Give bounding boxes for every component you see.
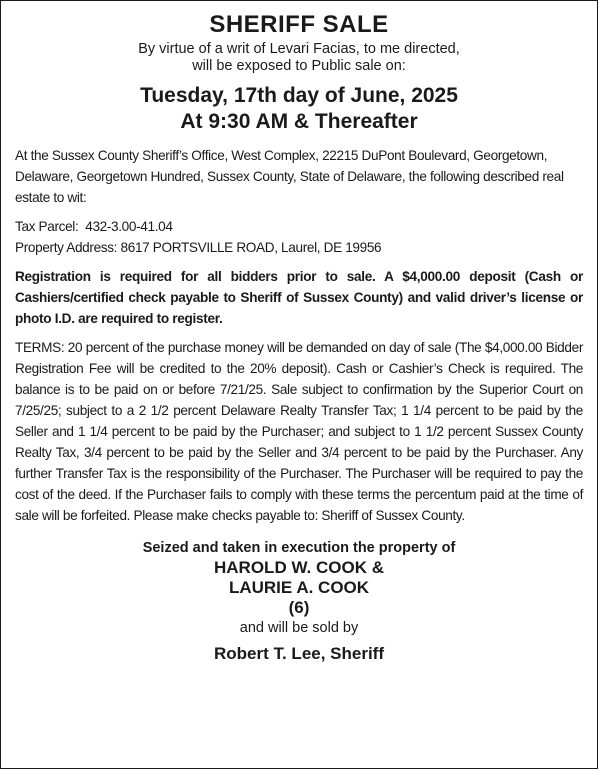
- sheriff-name: Robert T. Lee, Sheriff: [213, 644, 385, 663]
- sale-time: At 9:30 AM & Thereafter: [180, 110, 418, 133]
- tax-parcel: Tax Parcel: 432-3.00-41.04: [15, 219, 173, 234]
- case-number: (6): [288, 598, 310, 617]
- owner-name-1: HAROLD W. COOK &: [214, 558, 384, 577]
- notice-title: SHERIFF SALE: [209, 11, 389, 38]
- sale-date: Tuesday, 17th day of June, 2025: [140, 84, 458, 107]
- intro-line-2: will be exposed to Public sale on:: [192, 58, 406, 74]
- seized-statement: Seized and taken in execution the property of: [142, 540, 456, 556]
- sold-by-statement: and will be sold by: [239, 620, 359, 636]
- intro-line-1: By virtue of a writ of Levari Facias, to me directed,: [138, 41, 460, 57]
- property-address: Property Address: 8617 PORTSVILLE ROAD, Laurel, DE 19956: [15, 240, 382, 255]
- registration-paragraph: Registration is required for all bidders prior to sale. A $4,000.00 deposit (Cash or Cashiers/certified check payable to Sheriff of Sussex County) and valid driver’s license or photo I.D. are required to register.: [15, 269, 583, 326]
- location-paragraph: At the Sussex County Sheriff’s Office, West Complex, 22215 DuPont Boulevard, Georgetown, Delaware, Georgetown Hundred, Sussex County, State of Delaware, the following described real estate to wit:: [15, 148, 564, 205]
- owner-name-2: LAURIE A. COOK: [228, 578, 370, 597]
- terms-paragraph: TERMS: 20 percent of the purchase money will be demanded on day of sale (The $4,000.00 Bidder Registration Fee will be credited to the 20% deposit). Cash or Cashier’s Check is required. The balance is to be paid on or before 7/21/25. Sale subject to confirmation by the Superior Court on 7/25/25; subject to a 2 1/2 percent Delaware Realty Transfer Tax; 1 1/4 percent to be paid by the Seller and 1 1/4 percent to be paid by the Purchaser; and subject to 1 1/2 percent Sussex County Realty Tax, 3/4 percent to be paid by the Seller and 3/4 percent to be paid by the Purchaser. Any further Transfer Tax is the responsibility of the Purchaser. The Purchaser will be required to pay the cost of the deed. If the Purchaser fails to comply with these terms the percentum paid at the time of sale will be forfeited. Please make checks payable to: Sheriff of Sussex County.: [15, 340, 583, 523]
